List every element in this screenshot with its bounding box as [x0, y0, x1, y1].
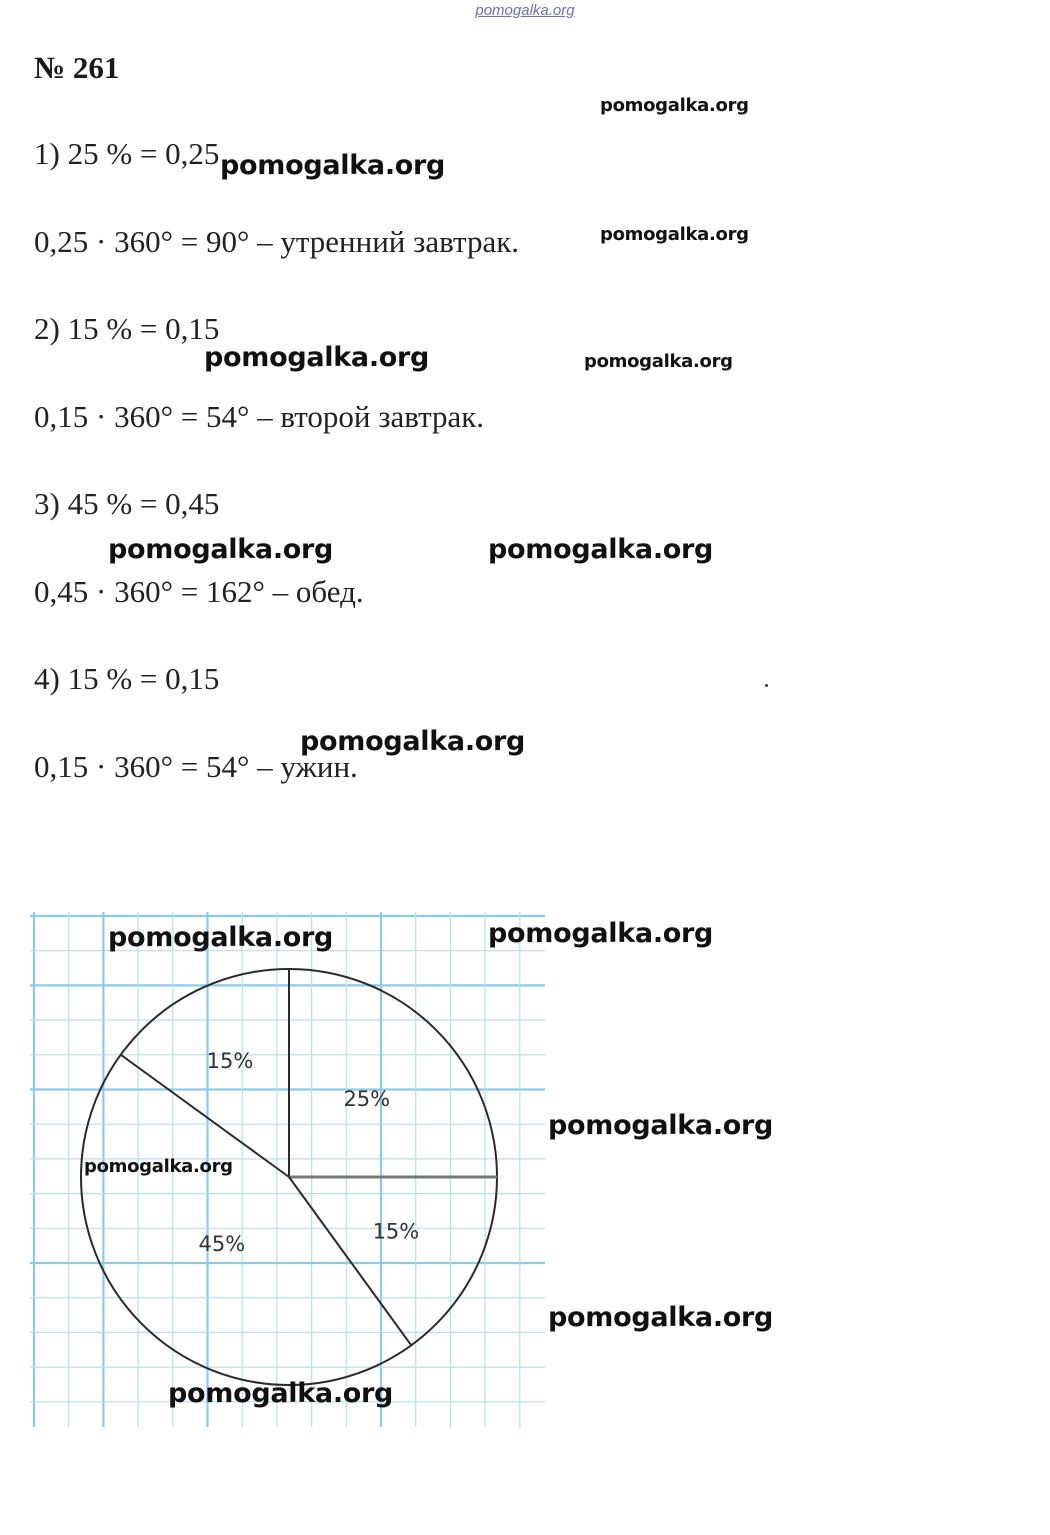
watermark: pomogalka.org [300, 726, 526, 757]
watermark: pomogalka.org [584, 351, 733, 372]
watermark: pomogalka.org [108, 534, 334, 565]
solution-line-4: 0,15 · 360° = 54° – второй завтрак. [34, 399, 485, 434]
watermark: pomogalka.org [548, 1110, 774, 1141]
stray-dot [765, 684, 768, 687]
pie [81, 969, 497, 1385]
site-link[interactable]: pomogalka.org [475, 2, 575, 19]
watermark: pomogalka.org [168, 1378, 394, 1409]
watermark: pomogalka.org [84, 1156, 233, 1177]
slice-label: 15% [372, 1219, 420, 1244]
watermark: pomogalka.org [600, 95, 749, 116]
watermark: pomogalka.org [488, 918, 714, 949]
problem-title: № 261 [34, 50, 120, 85]
watermark: pomogalka.org [204, 342, 430, 373]
solution-line-6: 0,45 · 360° = 162° – обед. [34, 574, 364, 609]
watermark: pomogalka.org [488, 534, 714, 565]
slice-label: 25% [343, 1087, 391, 1112]
slice-label: 45% [198, 1232, 246, 1257]
solution-line-7: 4) 15 % = 0,15 [34, 661, 220, 696]
watermark: pomogalka.org [548, 1302, 774, 1333]
slice-label: 15% [206, 1049, 254, 1074]
solution-line-3: 2) 15 % = 0,15 [34, 311, 220, 346]
solution-line-1: 1) 25 % = 0,25 [34, 136, 220, 171]
watermark: pomogalka.org [220, 150, 446, 181]
solution-line-2: 0,25 · 360° = 90° – утренний завтрак. [34, 224, 520, 259]
solution-line-8: 0,15 · 360° = 54° – ужин. [34, 749, 358, 784]
watermark: pomogalka.org [108, 922, 334, 953]
solution-line-5: 3) 45 % = 0,45 [34, 486, 220, 521]
watermark: pomogalka.org [600, 224, 749, 245]
slice-divider [289, 1177, 411, 1345]
